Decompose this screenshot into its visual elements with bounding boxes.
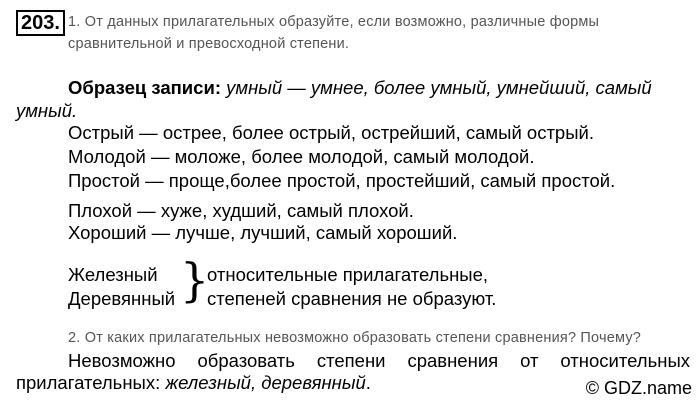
answer-word: относительных	[560, 350, 690, 371]
task1-line1	[68, 14, 599, 30]
answer-word: образовать	[197, 350, 295, 371]
task1-prefix: 1.	[68, 14, 81, 30]
answer-word: сравнения	[407, 350, 499, 371]
sample-line1	[68, 77, 652, 99]
relative-note: степеней сравнения не образуют.	[207, 288, 497, 309]
answer-line: Острый — острее, более острый, острейший, самый острый.	[68, 122, 594, 143]
task2-answer-line1	[68, 350, 690, 372]
answer-line: Хороший — лучше, лучший, самый хороший.	[68, 222, 458, 243]
answer-period: .	[365, 372, 371, 393]
relative-note: относительные прилагательные,	[207, 264, 489, 285]
sample-line2: умный.	[16, 100, 78, 121]
sample-text: умный — умнее, более умный, умнейший, самый	[226, 77, 652, 98]
task2-question: 2. От каких прилагательных невозможно образовать степени сравнения? Почему?	[68, 330, 642, 346]
task2-answer-line2	[16, 372, 371, 394]
relative-word: Железный	[68, 264, 158, 285]
relative-word: Деревянный	[68, 288, 176, 309]
answer-word: от	[520, 350, 539, 371]
gdz-watermark: © GDZ.name	[585, 378, 692, 398]
sample-label: Образец записи:	[68, 77, 221, 98]
answer-line: Плохой — хуже, худший, самый плохой.	[68, 200, 414, 221]
answer-word: степени	[316, 350, 386, 371]
answer-examples: железный, деревянный	[165, 372, 366, 393]
answer-line: Молодой — моложе, более молодой, самый молодой.	[68, 146, 535, 167]
answer-prefix: прилагательных:	[16, 372, 161, 393]
exercise-number: 203.	[16, 10, 65, 36]
task1-line2: сравнительной и превосходной степени.	[68, 36, 350, 52]
answer-line: Простой — проще,более простой, простейший, самый простой.	[68, 170, 616, 191]
task1-text: От данных прилагательных образуйте, если возможно, различные формы	[84, 14, 600, 30]
curly-brace: }	[180, 253, 210, 307]
answer-word: Невозможно	[68, 350, 176, 371]
